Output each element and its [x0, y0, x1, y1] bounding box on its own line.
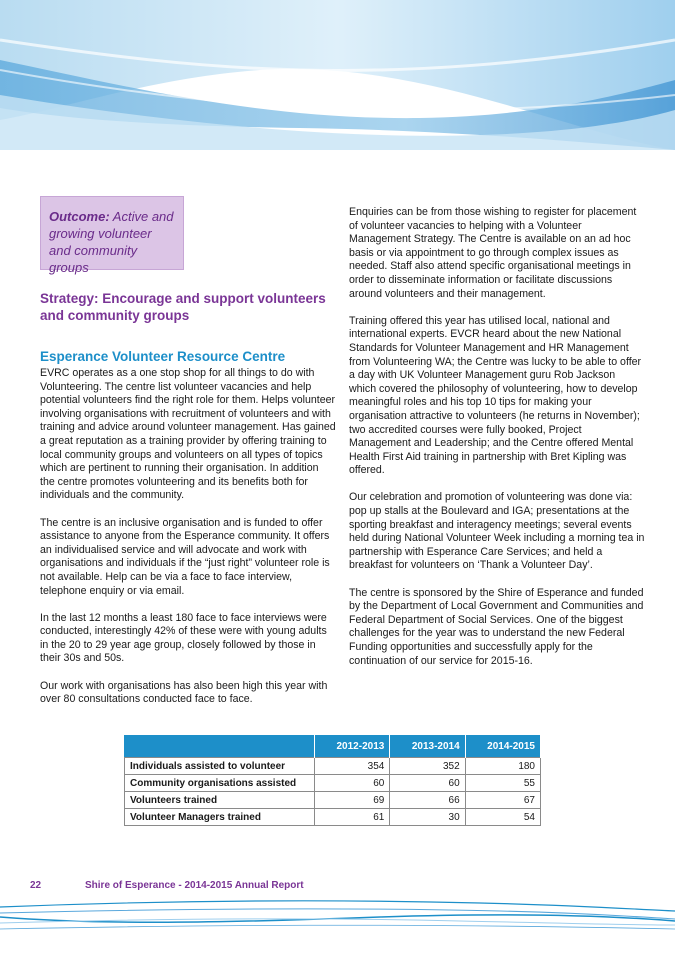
footer-wave-decoration [0, 895, 675, 954]
right-paragraph-2: Training offered this year has utilised local, national and international experts. EVCR heard about the new National Standards for Volunteer Management and HR Management from Volunteering WA; the Centre was lucky to be able to offer a day with UK Volunteer Management guru Rob Jackson which covered the philosophy of volunteering, how to develop meaningful roles and his top 10 tips for making your organisation attractive to volunteers (he returns in November); two accredited courses were fully booked, Project Management and Leadership; and the Centre offered Mental Health First Aid training in partnership with Bret Kipling was offered. [349, 314, 642, 477]
right-paragraph-3: Our celebration and promotion of volunteering was done via: pop up stalls at the Boulevard and IGA; presentations at the sporting breakfast and interagency meetings; several events held during National Volunteer Week including a morning tea in partnership with Esperance Care Services; and held a breakfast for volunteers on ‘Thank a Volunteer Day’. [349, 491, 645, 572]
strategy-title: Strategy: Encourage and support volunteers and community groups [40, 291, 326, 323]
outcome-text: Active and growing volunteer and community groups [49, 209, 174, 275]
table-header-col: 2012-2013 [315, 736, 390, 758]
right-paragraph-1: Enquiries can be from those wishing to register for placement of volunteer vacancies to helping with a Volunteer Management Strategy. The Centre is available on an ad hoc basis or via appointment to go through complex issues as needed. Staff also attend specific organisational meetings in order to disseminate information or facilitate discussions around volunteers and their management. [349, 206, 637, 300]
header-wave-decoration [0, 0, 675, 160]
table-cell: 54 [465, 809, 540, 826]
table-header-blank [125, 736, 315, 758]
table-cell: 69 [315, 792, 390, 809]
table-row [125, 809, 541, 826]
right-column [349, 206, 645, 682]
right-paragraph-4: The centre is sponsored by the Shire of Esperance and funded by the Department of Local Government and Communities and Federal Department of Social Services. One of the biggest challenges for the year was to understand the new Federal Funding opportunities and successfully apply for the continuation of our service for 2015-16. [349, 586, 644, 667]
volunteer-stats-table [124, 735, 541, 826]
left-paragraph-2: The centre is an inclusive organisation and is funded to offer assistance to anyone from the Esperance community. It offers an individualised service and will advocate and work with organisations and individuals if the “just right” volunteer role is not available. Help can be via a face to face interview, telephone enquiry or via email. [40, 516, 330, 597]
page-footer [30, 880, 304, 891]
table-cell: 55 [465, 775, 540, 792]
table-header-row [125, 736, 541, 758]
table-cell: 352 [390, 758, 465, 775]
report-title: Shire of Esperance - 2014-2015 Annual Report [85, 880, 304, 891]
table-row-label: Individuals assisted to volunteer [125, 758, 315, 775]
table-cell: 61 [315, 809, 390, 826]
left-paragraph-4: Our work with organisations has also been high this year with over 80 consultations conducted face to face. [40, 679, 328, 706]
table-header-col: 2014-2015 [465, 736, 540, 758]
table-cell: 30 [390, 809, 465, 826]
table-row-label: Community organisations assisted [125, 775, 315, 792]
table-cell: 60 [315, 775, 390, 792]
table-cell: 67 [465, 792, 540, 809]
table-cell: 66 [390, 792, 465, 809]
left-column [40, 290, 336, 720]
table-cell: 180 [465, 758, 540, 775]
page-number: 22 [30, 880, 42, 891]
left-paragraph-1: EVRC operates as a one stop shop for all things to do with Volunteering. The centre list volunteer vacancies and help potential volunteers find the right role for them. Helps volunteer involving organisations with recruitment of volunteers and with training and advice around volunteer management. Has gained a great reputation as a training provider by offering training to local community groups and volunteers on all types of topics which are pertinent to running their organisation. In addition the centre promotes volunteering and its benefits both for individuals and the community. [40, 367, 336, 502]
outcome-box [40, 196, 184, 275]
left-paragraph-3: In the last 12 months a least 180 face to face interviews were conducted, interestingly 42% of these were with young adults in the 20 to 29 year age group, closely followed by those in their 30s and 50s. [40, 611, 327, 665]
table-header-col: 2013-2014 [390, 736, 465, 758]
table-row [125, 758, 541, 775]
table-cell: 60 [390, 775, 465, 792]
table-row-label: Volunteers trained [125, 792, 315, 809]
table-row-label: Volunteer Managers trained [125, 809, 315, 826]
table-cell: 354 [315, 758, 390, 775]
table-row [125, 775, 541, 792]
outcome-label: Outcome: [49, 209, 110, 224]
table-row [125, 792, 541, 809]
section-title: Esperance Volunteer Resource Centre [40, 349, 286, 364]
